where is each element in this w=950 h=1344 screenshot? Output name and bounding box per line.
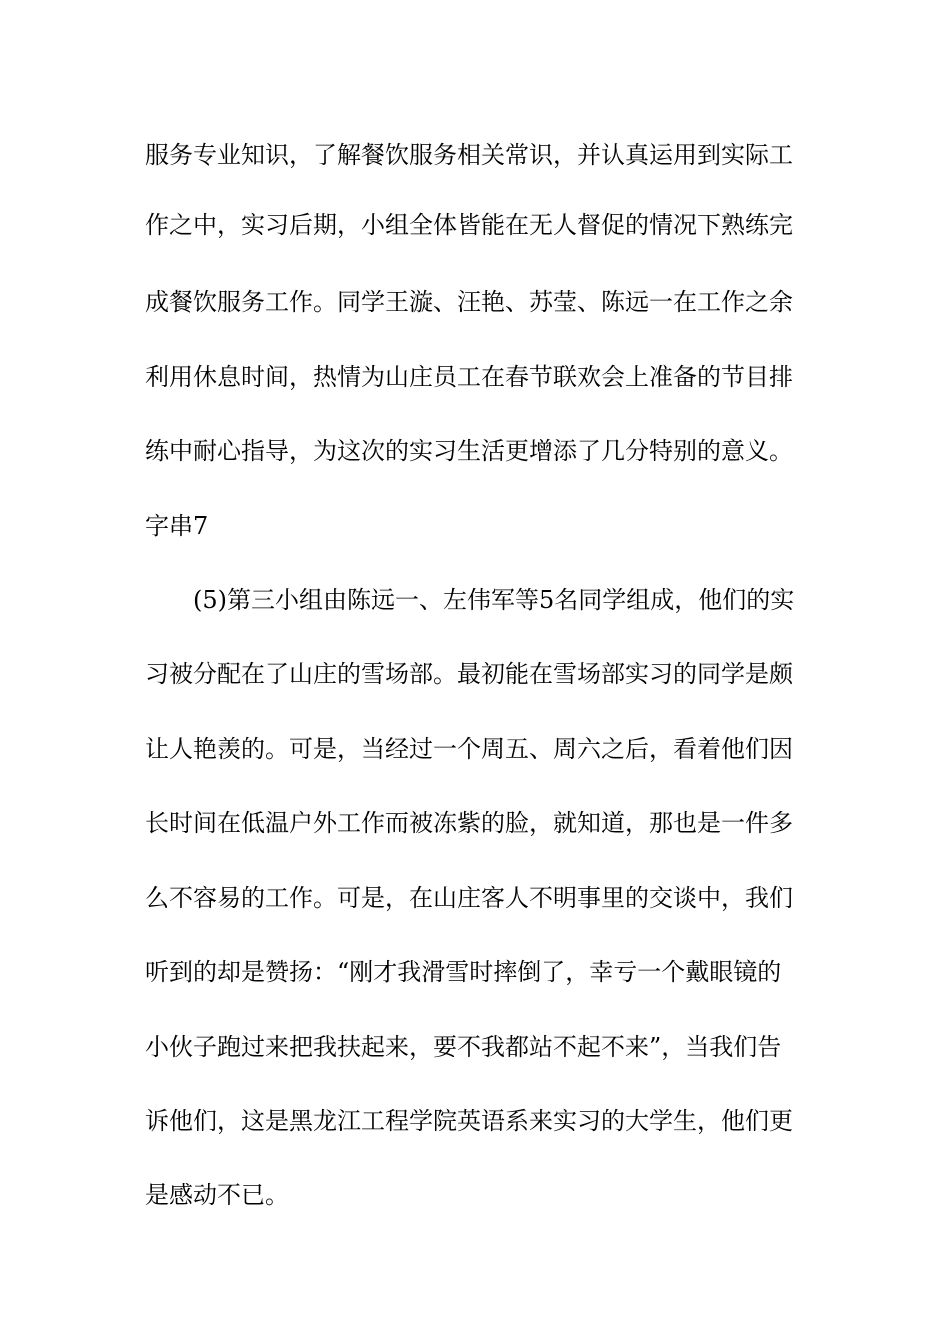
paragraph-2-line-5: 么不容易的工作。可是，在山庄客人不明事里的交谈中，我们 <box>145 884 793 912</box>
paragraph-1-line-1: 服务专业知识，了解餐饮服务相关常识，并认真运用到实际工 <box>145 141 793 169</box>
paragraph-1-line-5: 练中耐心指导，为这次的实习生活更增添了几分特别的意义。 <box>145 437 793 465</box>
paragraph-2-line-9: 是感动不已。 <box>145 1181 289 1209</box>
paragraph-2-line-1: (5)第三小组由陈远一、左伟军等5名同学组成，他们的实 <box>193 586 795 614</box>
paragraph-2-line-3: 让人艳羡的。可是，当经过一个周五、周六之后，看着他们因 <box>145 735 793 763</box>
paragraph-2-line-7: 小伙子跑过来把我扶起来，要不我都站不起不来”，当我们告 <box>145 1033 782 1061</box>
separator-text: 字串7 <box>145 512 209 540</box>
paragraph-2-line-8: 诉他们，这是黑龙江工程学院英语系来实习的大学生，他们更 <box>145 1107 793 1135</box>
paragraph-2-line-2: 习被分配在了山庄的雪场部。最初能在雪场部实习的同学是颇 <box>145 660 793 688</box>
paragraph-1-line-4: 利用休息时间，热情为山庄员工在春节联欢会上准备的节目排 <box>145 363 793 391</box>
paragraph-1-line-2: 作之中，实习后期，小组全体皆能在无人督促的情况下熟练完 <box>145 211 793 239</box>
paragraph-1-line-3: 成餐饮服务工作。同学王漩、汪艳、苏莹、陈远一在工作之余 <box>145 288 793 316</box>
paragraph-2-line-6: 听到的却是赞扬：“刚才我滑雪时摔倒了，幸亏一个戴眼镜的 <box>145 958 782 986</box>
paragraph-2-line-4: 长时间在低温户外工作而被冻紫的脸，就知道，那也是一件多 <box>145 809 793 837</box>
